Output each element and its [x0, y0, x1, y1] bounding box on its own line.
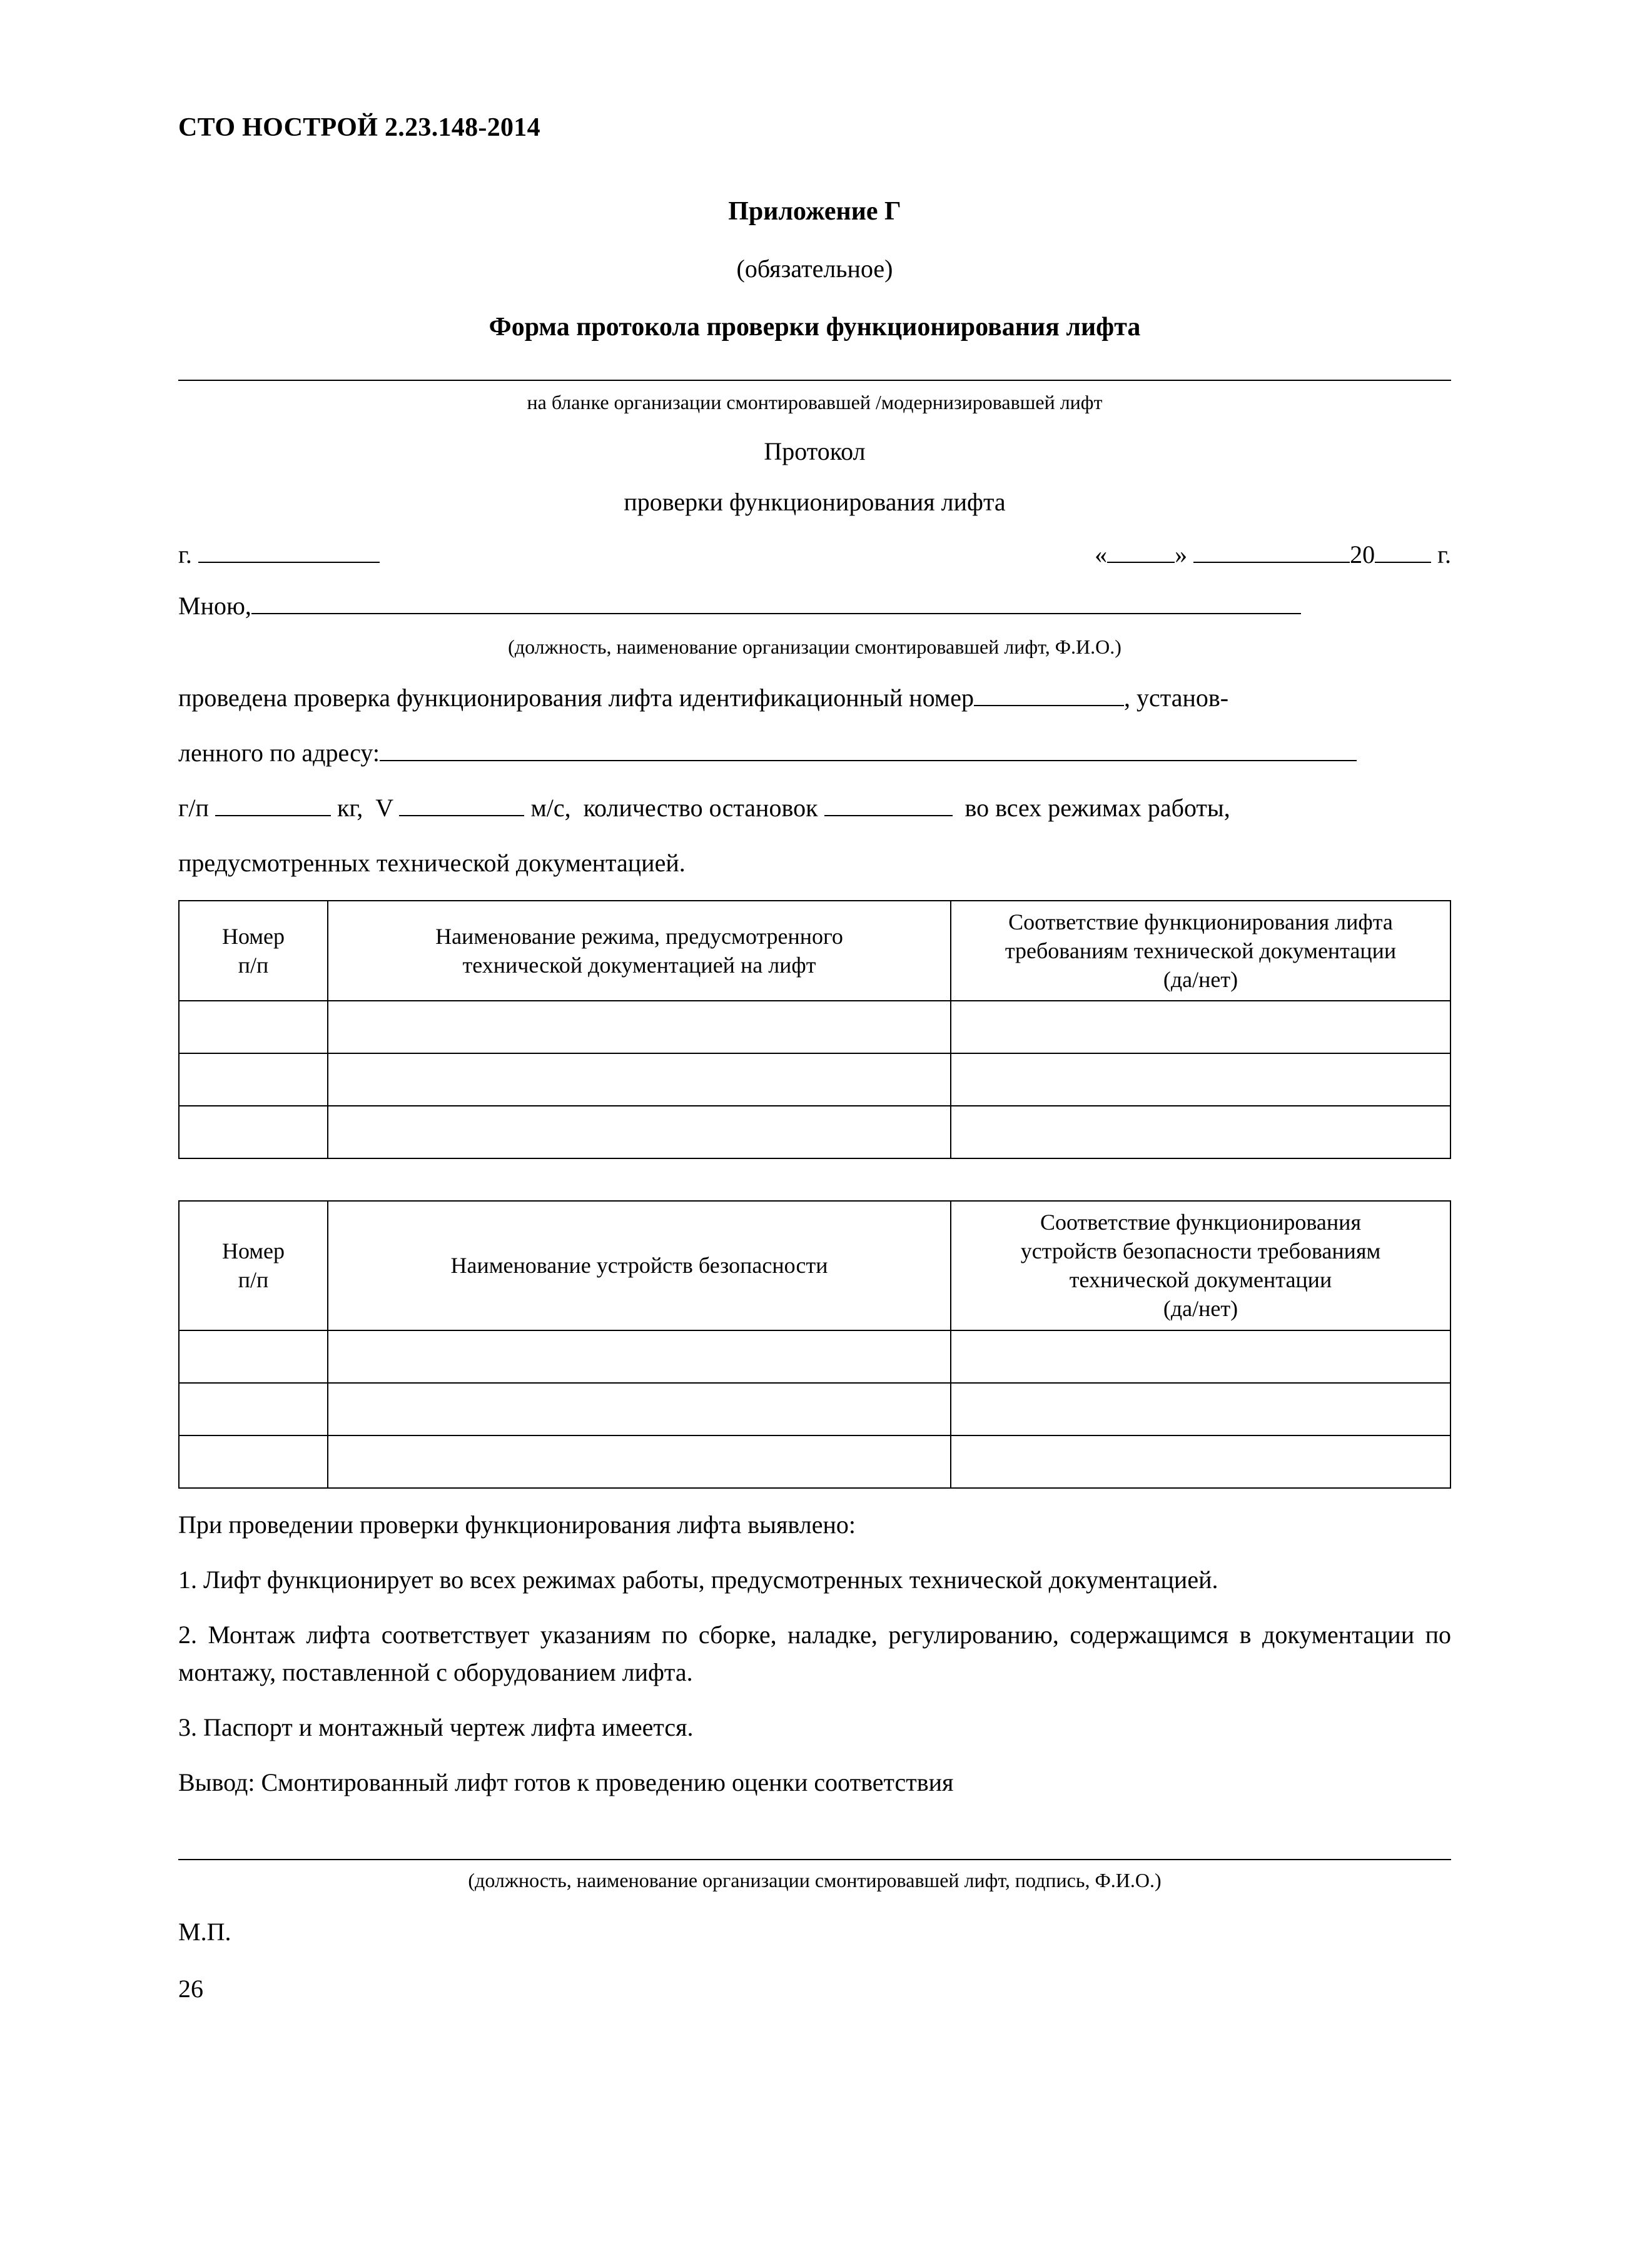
- param-gp-label: г/п: [178, 794, 209, 822]
- modes-header-conformity-line2: требованиям технической документации: [1005, 938, 1397, 964]
- date-month-input[interactable]: [1193, 538, 1350, 563]
- protocol-subject: проверки функционирования лифта: [624, 488, 1006, 516]
- signature-rule: [178, 1859, 1451, 1860]
- findings-intro: При проведении проверки функционирования лифта выявлено:: [178, 1510, 856, 1539]
- modes-header-name: [328, 901, 951, 1001]
- city-group: [178, 538, 380, 569]
- safety-header-conformity-line1: Соответствие функционирования: [1040, 1210, 1361, 1235]
- address-input[interactable]: [380, 736, 1357, 761]
- city-input[interactable]: [198, 538, 380, 563]
- safety-cell-number[interactable]: [179, 1330, 328, 1383]
- modes-header-conformity-line1: Соответствие функционирования лифта: [1008, 909, 1393, 934]
- table-row: [179, 1053, 1450, 1106]
- modes-header-number-line2: п/п: [238, 953, 269, 978]
- safety-cell-name[interactable]: [328, 1383, 951, 1435]
- modes-table: [178, 900, 1451, 1159]
- date-year-input[interactable]: [1375, 538, 1431, 563]
- page-content: [178, 113, 1451, 2003]
- appendix-title: Приложение Г: [728, 197, 901, 226]
- letterhead-rule: [178, 380, 1451, 381]
- safety-cell-number[interactable]: [179, 1435, 328, 1488]
- by-me-label: Мною,: [178, 592, 251, 620]
- finding-item-1: 1. Лифт функционирует во всех режимах работы, предусмотренных технической документацией.: [178, 1565, 1218, 1594]
- protocol-word: Протокол: [764, 437, 866, 465]
- table-row: [179, 1330, 1450, 1383]
- safety-header-number: [179, 1201, 328, 1330]
- stamp-label: М.П.: [178, 1917, 231, 1946]
- modes-header-number: [179, 901, 328, 1001]
- identification-number-input[interactable]: [974, 681, 1124, 706]
- safety-header-conformity-line3: технической документации: [1069, 1267, 1332, 1293]
- modes-header-name-line1: Наименование режима, предусмотренного: [435, 924, 843, 949]
- modes-cell-name[interactable]: [328, 1001, 951, 1053]
- modes-header-conformity: [951, 901, 1450, 1001]
- param-stops-input[interactable]: [824, 791, 953, 816]
- param-kg-label: кг,: [337, 794, 363, 822]
- date-day-input[interactable]: [1107, 538, 1175, 563]
- safety-cell-number[interactable]: [179, 1383, 328, 1435]
- safety-header-name-line1: Наименование устройств безопасности: [450, 1253, 828, 1278]
- modes-cell-number[interactable]: [179, 1001, 328, 1053]
- finding-item-3: 3. Паспорт и монтажный чертеж лифта имеется.: [178, 1713, 694, 1741]
- check-line-1: [178, 680, 1451, 716]
- date-quote-open: «: [1095, 540, 1108, 569]
- modes-header-name-line2: технической документацией на лифт: [462, 953, 816, 978]
- by-me-input[interactable]: [251, 589, 1301, 614]
- check-line-2: [178, 735, 1451, 771]
- table-row: [179, 1383, 1450, 1435]
- safety-devices-table: [178, 1200, 1451, 1488]
- date-quote-close: »: [1175, 540, 1188, 569]
- safety-cell-conformity[interactable]: [951, 1330, 1450, 1383]
- appendix-note: (обязательное): [736, 255, 893, 283]
- letterhead-caption: на бланке организации смонтировавшей /модернизировавшей лифт: [527, 391, 1103, 413]
- by-me-row: [178, 588, 1451, 624]
- param-ms-label: м/с,: [530, 794, 571, 822]
- signature-caption: (должность, наименование организации смонтировавшей лифт, подпись, Ф.И.О.): [468, 1868, 1162, 1891]
- city-label: г.: [178, 540, 192, 569]
- safety-cell-conformity[interactable]: [951, 1383, 1450, 1435]
- standard-code-header: СТО НОСТРОЙ 2.23.148-2014: [178, 113, 540, 142]
- safety-cell-conformity[interactable]: [951, 1435, 1450, 1488]
- modes-cell-name[interactable]: [328, 1053, 951, 1106]
- date-group: [1095, 538, 1451, 569]
- safety-table-header-row: [179, 1201, 1450, 1330]
- table-row: [179, 1001, 1450, 1053]
- date-year-suffix: г.: [1437, 540, 1451, 569]
- modes-cell-conformity[interactable]: [951, 1001, 1450, 1053]
- params-row-2: предусмотренных технической документацией.: [178, 849, 686, 877]
- by-me-caption: (должность, наименование организации смонтировавшей лифт, Ф.И.О.): [508, 635, 1121, 658]
- param-stops-label: количество остановок: [583, 794, 818, 822]
- form-title: Форма протокола проверки функционирования лифта: [489, 313, 1141, 342]
- safety-header-number-line2: п/п: [238, 1267, 269, 1293]
- modes-header-conformity-line3: (да/нет): [1163, 967, 1238, 993]
- table-row: [179, 1106, 1450, 1158]
- finding-item-2: 2. Монтаж лифта соответствует указаниям по сборке, наладке, регулированию, содержащимся в документации по монтажу, поставленной с оборудованием лифта.: [178, 1620, 1451, 1686]
- modes-cell-conformity[interactable]: [951, 1106, 1450, 1158]
- param-v-input[interactable]: [399, 791, 524, 816]
- safety-cell-name[interactable]: [328, 1435, 951, 1488]
- param-gp-input[interactable]: [215, 791, 331, 816]
- modes-cell-number[interactable]: [179, 1106, 328, 1158]
- modes-cell-conformity[interactable]: [951, 1053, 1450, 1106]
- safety-header-conformity-line4: (да/нет): [1163, 1296, 1238, 1322]
- safety-cell-name[interactable]: [328, 1330, 951, 1383]
- param-tail-text: во всех режимах работы,: [964, 794, 1230, 822]
- modes-cell-name[interactable]: [328, 1106, 951, 1158]
- date-year: 20: [1350, 540, 1375, 569]
- safety-header-conformity: [951, 1201, 1450, 1330]
- safety-header-number-line1: Номер: [221, 1238, 285, 1264]
- params-row: [178, 790, 1451, 826]
- param-v-label: V: [375, 794, 393, 822]
- modes-cell-number[interactable]: [179, 1053, 328, 1106]
- check-line-2-text: ленного по адресу:: [178, 739, 380, 767]
- modes-table-header-row: [179, 901, 1450, 1001]
- table-row: [179, 1435, 1450, 1488]
- page-number: 26: [178, 1974, 203, 2003]
- safety-header-name: [328, 1201, 951, 1330]
- check-line-1-text-b: , установ-: [1124, 684, 1229, 712]
- check-line-1-text-a: проведена проверка функционирования лифта идентификационный номер: [178, 684, 974, 712]
- city-date-row: [178, 538, 1451, 569]
- modes-header-number-line1: Номер: [221, 924, 285, 949]
- safety-header-conformity-line2: устройств безопасности требованиям: [1020, 1238, 1381, 1264]
- conclusion-text: Вывод: Смонтированный лифт готов к проведению оценки соответствия: [178, 1768, 954, 1796]
